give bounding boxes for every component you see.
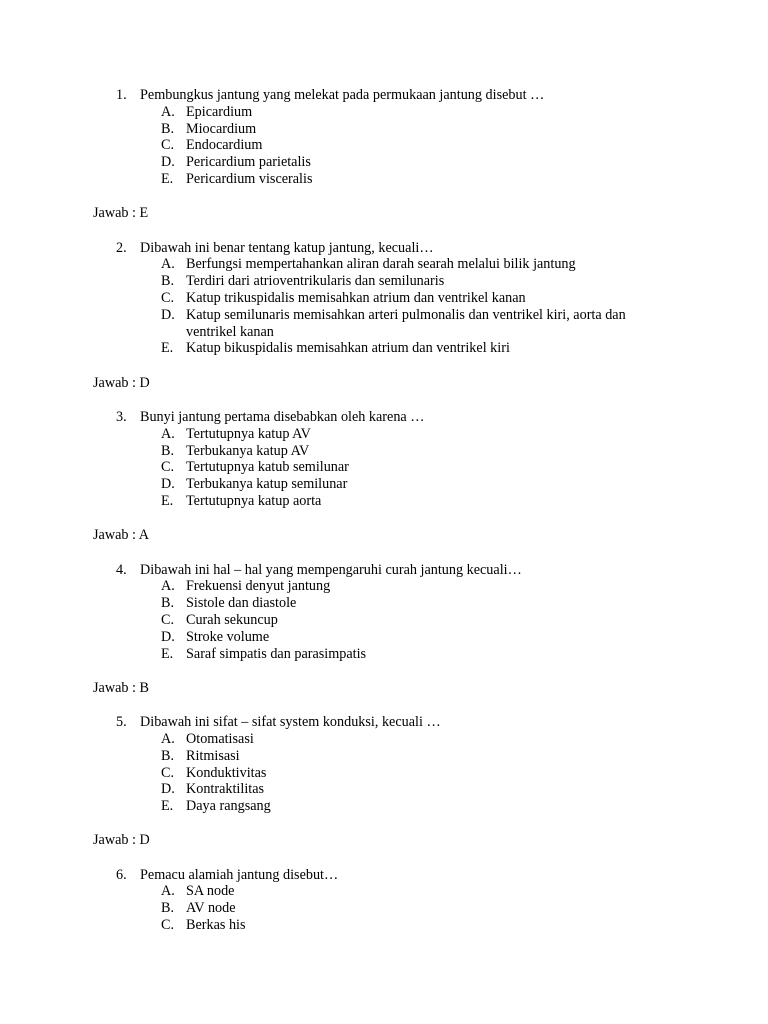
option-letter: B. bbox=[161, 595, 175, 612]
option-list bbox=[161, 883, 671, 933]
answer-line bbox=[0, 680, 768, 697]
option-item bbox=[161, 798, 671, 815]
question-text: Dibawah ini benar tentang katup jantung, kecuali… bbox=[140, 239, 434, 256]
option-text: Saraf simpatis dan parasimpatis bbox=[186, 645, 367, 662]
option-letter: C. bbox=[161, 137, 175, 154]
option-letter: C. bbox=[161, 611, 175, 628]
option-text: Katup trikuspidalis memisahkan atrium dan ventrikel kanan bbox=[186, 289, 526, 306]
option-text: Kontraktilitas bbox=[186, 781, 265, 798]
option-text: Berfungsi mempertahankan aliran darah searah melalui bilik jantung bbox=[186, 256, 576, 273]
option-item bbox=[161, 154, 671, 171]
option-item bbox=[161, 781, 671, 798]
option-text: AV node bbox=[186, 900, 236, 917]
option-text: Pericardium parietalis bbox=[186, 154, 311, 171]
option-text: Miocardium bbox=[186, 120, 257, 137]
question-line bbox=[0, 714, 768, 731]
question-number: 1. bbox=[116, 87, 127, 103]
option-letter: D. bbox=[161, 476, 175, 493]
option-text: Katup semilunaris memisahkan arteri pulmonalis dan ventrikel kiri, aorta dan ventrikel kanan bbox=[186, 306, 626, 340]
option-text: SA node bbox=[186, 883, 235, 900]
question-line bbox=[0, 87, 768, 104]
option-text: Curah sekuncup bbox=[186, 611, 278, 628]
option-letter: E. bbox=[161, 340, 174, 357]
question-number: 3. bbox=[116, 408, 127, 425]
option-list bbox=[161, 256, 671, 357]
question-text: Dibawah ini hal – hal yang mempengaruhi curah jantung kecuali… bbox=[140, 561, 522, 578]
question-1 bbox=[0, 87, 768, 222]
option-list bbox=[161, 578, 671, 662]
option-item bbox=[161, 765, 671, 782]
option-list bbox=[161, 104, 671, 188]
question-list bbox=[0, 87, 768, 934]
option-letter: B. bbox=[161, 273, 175, 290]
option-letter: A. bbox=[161, 425, 175, 442]
question-line bbox=[0, 240, 768, 257]
answer-text: Jawab : E bbox=[93, 205, 149, 222]
option-item bbox=[161, 443, 671, 460]
question-number: 5. bbox=[116, 714, 127, 731]
option-letter: B. bbox=[161, 442, 175, 459]
option-item bbox=[161, 426, 671, 443]
option-text: Otomatisasi bbox=[186, 730, 254, 747]
option-text: Epicardium bbox=[186, 103, 253, 120]
answer-line bbox=[0, 832, 768, 849]
option-letter: C. bbox=[161, 917, 175, 934]
option-item bbox=[161, 171, 671, 188]
option-letter: A. bbox=[161, 103, 175, 120]
question-2 bbox=[0, 240, 768, 392]
option-letter: A. bbox=[161, 883, 175, 900]
option-item bbox=[161, 137, 671, 154]
option-text: Pericardium visceralis bbox=[186, 170, 313, 187]
option-text: Terbukanya katup semilunar bbox=[186, 476, 348, 493]
option-list bbox=[161, 731, 671, 815]
option-item bbox=[161, 900, 671, 917]
option-item bbox=[161, 459, 671, 476]
question-4 bbox=[0, 562, 768, 697]
option-item bbox=[161, 612, 671, 629]
answer-text: Jawab : B bbox=[93, 679, 149, 696]
option-letter: D. bbox=[161, 306, 175, 323]
option-item bbox=[161, 646, 671, 663]
option-text: Tertutupnya katup AV bbox=[186, 425, 311, 442]
option-item bbox=[161, 256, 671, 273]
option-item bbox=[161, 629, 671, 646]
option-text: Terdiri dari atrioventrikularis dan semilunaris bbox=[186, 273, 445, 290]
option-letter: A. bbox=[161, 578, 175, 595]
question-6 bbox=[0, 867, 768, 934]
option-item bbox=[161, 493, 671, 510]
option-item bbox=[161, 340, 671, 357]
option-text: Tertutupnya katub semilunar bbox=[186, 459, 349, 476]
question-number: 4. bbox=[116, 561, 127, 578]
option-text: Konduktivitas bbox=[186, 764, 267, 781]
option-text: Berkas his bbox=[186, 917, 246, 934]
option-letter: E. bbox=[161, 645, 174, 662]
option-item bbox=[161, 273, 671, 290]
option-letter: A. bbox=[161, 256, 175, 273]
option-item bbox=[161, 476, 671, 493]
option-letter: E. bbox=[161, 170, 174, 187]
question-number: 6. bbox=[116, 866, 127, 883]
question-number: 2. bbox=[116, 239, 127, 256]
option-item bbox=[161, 883, 671, 900]
answer-text: Jawab : A bbox=[93, 527, 149, 544]
option-list bbox=[161, 426, 671, 510]
question-line bbox=[0, 409, 768, 426]
option-text: Stroke volume bbox=[186, 628, 270, 645]
option-letter: C. bbox=[161, 459, 175, 476]
option-letter: E. bbox=[161, 798, 174, 815]
option-item bbox=[161, 121, 671, 138]
option-item bbox=[161, 290, 671, 307]
option-item bbox=[161, 917, 671, 934]
option-item bbox=[161, 731, 671, 748]
question-text: Pemacu alamiah jantung disebut… bbox=[140, 866, 339, 883]
question-line bbox=[0, 867, 768, 884]
option-item bbox=[161, 307, 671, 341]
option-letter: B. bbox=[161, 900, 175, 917]
answer-text: Jawab : D bbox=[93, 832, 150, 849]
option-letter: E. bbox=[161, 492, 174, 509]
option-item bbox=[161, 104, 671, 121]
option-item bbox=[161, 595, 671, 612]
answer-line bbox=[0, 205, 768, 222]
question-5 bbox=[0, 714, 768, 849]
option-text: Sistole dan diastole bbox=[186, 595, 297, 612]
option-item bbox=[161, 578, 671, 595]
option-letter: C. bbox=[161, 764, 175, 781]
option-text: Daya rangsang bbox=[186, 798, 271, 815]
question-text: Pembungkus jantung yang melekat pada permukaan jantung disebut … bbox=[140, 87, 545, 103]
option-text: Ritmisasi bbox=[186, 747, 240, 764]
answer-line bbox=[0, 375, 768, 392]
option-text: Terbukanya katup AV bbox=[186, 442, 310, 459]
option-letter: A. bbox=[161, 730, 175, 747]
option-text: Endocardium bbox=[186, 137, 263, 154]
option-letter: B. bbox=[161, 747, 175, 764]
option-letter: B. bbox=[161, 120, 175, 137]
option-text: Frekuensi denyut jantung bbox=[186, 578, 331, 595]
option-item bbox=[161, 748, 671, 765]
question-3 bbox=[0, 409, 768, 544]
option-letter: D. bbox=[161, 154, 175, 171]
answer-text: Jawab : D bbox=[93, 374, 150, 391]
question-text: Bunyi jantung pertama disebabkan oleh karena … bbox=[140, 408, 425, 425]
question-text: Dibawah ini sifat – sifat system konduksi, kecuali … bbox=[140, 714, 441, 731]
answer-line bbox=[0, 527, 768, 544]
option-letter: D. bbox=[161, 628, 175, 645]
option-text: Katup bikuspidalis memisahkan atrium dan ventrikel kiri bbox=[186, 340, 510, 357]
option-text: Tertutupnya katup aorta bbox=[186, 492, 322, 509]
option-letter: D. bbox=[161, 781, 175, 798]
option-letter: C. bbox=[161, 289, 175, 306]
question-line bbox=[0, 562, 768, 579]
